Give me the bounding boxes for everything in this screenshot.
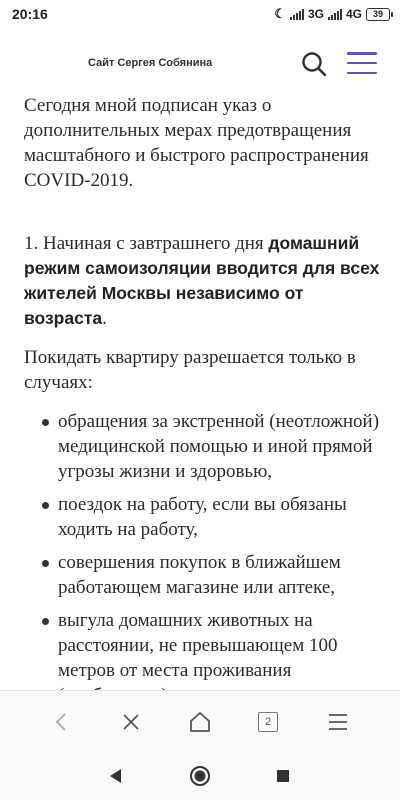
menu-icon: [327, 711, 349, 733]
tabs-icon: [258, 712, 278, 732]
battery-level: 39: [372, 9, 383, 19]
browser-toolbar: [0, 690, 400, 752]
signal-icon: [328, 9, 342, 20]
list-item: выгула домашних животных на расстоянии, не превышающем 100 метров от места проживания: [42, 608, 380, 708]
site-title[interactable]: Сайт Сергея Собянина: [88, 57, 213, 69]
browser-menu-button[interactable]: [323, 707, 353, 737]
close-icon: [120, 711, 142, 733]
article-content: [24, 93, 380, 690]
close-button[interactable]: [116, 707, 146, 737]
back-button[interactable]: [47, 707, 77, 737]
status-indicators: [274, 6, 390, 22]
point-1-paragraph: [24, 231, 380, 331]
nav-home-icon: [189, 765, 211, 787]
list-item: совершения покупок в ближайшем работающем магазине или аптеке,: [42, 550, 380, 600]
home-icon: [188, 710, 212, 734]
leave-paragraph: Покидать квартиру разрешается только в случаях:: [24, 347, 356, 393]
network-type-1: 3G: [307, 7, 324, 21]
search-button[interactable]: [300, 50, 328, 78]
point-1-suffix: .: [102, 308, 107, 329]
point-1-bold: домашний режим самоизоляции вводится для всех жителей Москвы независимо от возраста: [24, 233, 380, 328]
signal-icon: [290, 9, 304, 20]
nav-home-button[interactable]: [188, 764, 212, 788]
nav-back-icon: [108, 768, 124, 784]
list-item: поездок на работу, если вы обязаны ходить на работу,: [42, 492, 380, 542]
back-icon: [51, 711, 73, 733]
battery-icon: [366, 8, 390, 21]
nav-recents-icon: [276, 769, 290, 783]
home-button[interactable]: [185, 707, 215, 737]
menu-icon[interactable]: [347, 52, 377, 74]
list-item: обращения за экстренной (неотложной) медицинской помощью и иной прямой угрозы жизни и здоровью,: [42, 409, 380, 484]
tabs-button[interactable]: [253, 707, 283, 737]
site-header: [0, 28, 400, 94]
point-1-prefix: 1. Начиная с завтрашнего дня: [24, 233, 269, 254]
system-nav-bar: [0, 752, 400, 800]
network-type-2: 4G: [345, 7, 362, 21]
exceptions-list: [24, 409, 380, 708]
moon-icon: ☾: [274, 6, 286, 21]
nav-recents-button[interactable]: [271, 764, 295, 788]
intro-paragraph: Сегодня мной подписан указ о дополнительных мерах предотвращения масштабного и быстрого распространения COVID-2019.: [24, 95, 369, 191]
status-time: 20:16: [12, 6, 48, 22]
search-icon: [300, 50, 328, 78]
status-bar: [0, 0, 400, 28]
tab-count: 2: [264, 716, 272, 728]
nav-back-button[interactable]: [104, 764, 128, 788]
